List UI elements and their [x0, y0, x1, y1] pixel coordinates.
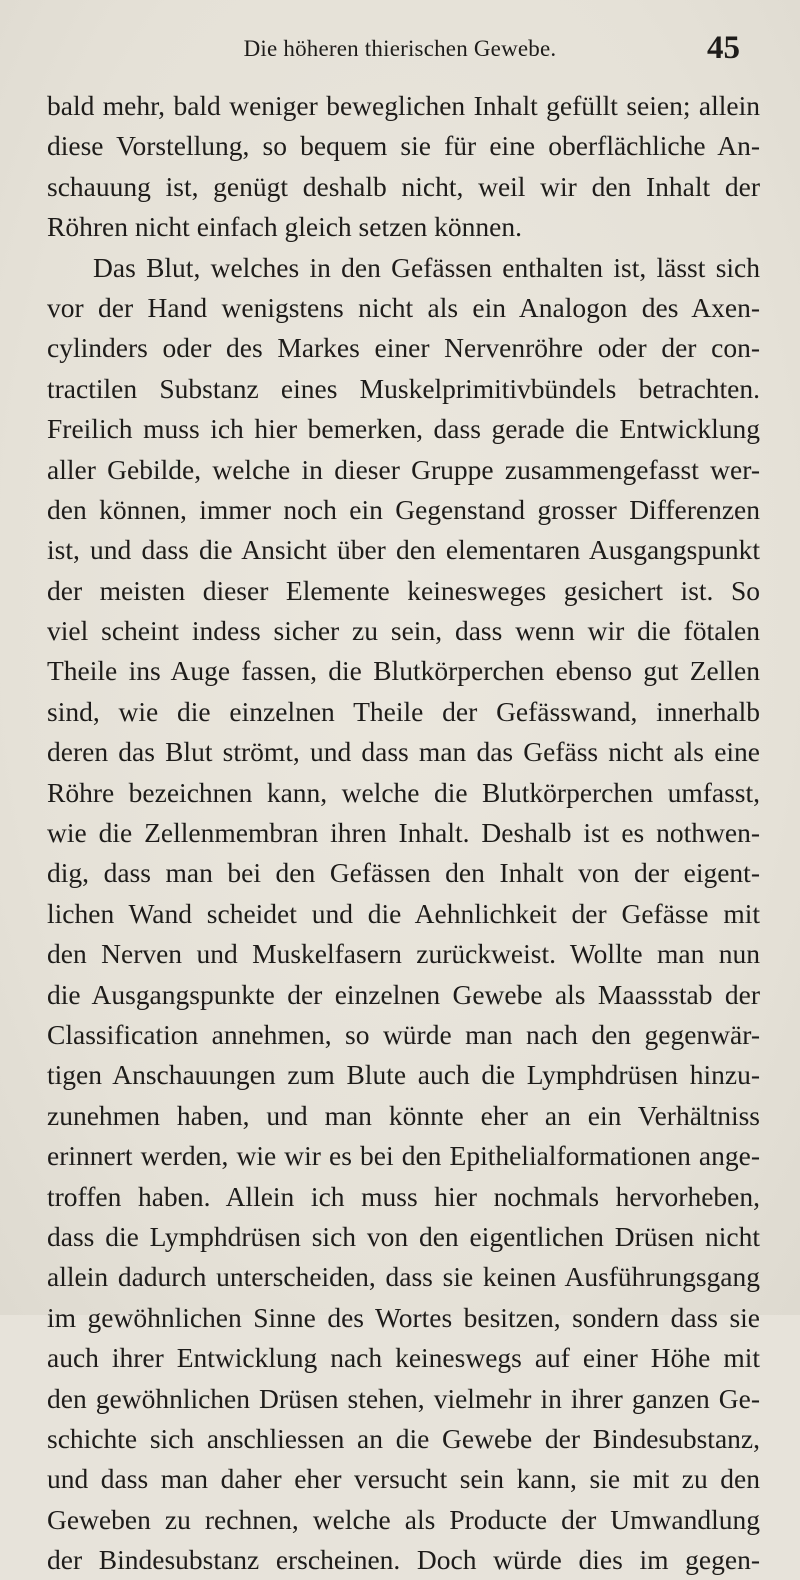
text-line: den Nerven und Muskelfasern zurückweist. Wollte man nun	[47, 938, 760, 970]
running-head	[0, 32, 800, 72]
text-line: schauung ist, genügt deshalb nicht, weil wir den Inhalt der	[47, 170, 760, 202]
text-line: den können, immer noch ein Gegenstand grosser Differenzen	[47, 493, 760, 525]
text-line: die Ausgangspunkte der einzelnen Gewebe als Maassstab der	[47, 978, 760, 1010]
text-line: bald mehr, bald weniger beweglichen Inhalt gefüllt seien; allein	[47, 90, 760, 121]
text-line: aller Gebilde, welche in dieser Gruppe zusammengefasst wer-	[47, 453, 760, 485]
running-title: Die höheren thierischen Gewebe.	[243, 36, 557, 61]
text-line: Theile ins Auge fassen, die Blutkörperchen ebenso gut Zellen	[47, 655, 760, 687]
text-line: der meisten dieser Elemente keinesweges gesichert ist. So	[47, 574, 760, 606]
text-line: dass die Lymphdrüsen sich von den eigentlichen Drüsen nicht	[47, 1220, 760, 1252]
paragraph-last-line: Röhren nicht einfach gleich setzen können.	[47, 211, 522, 243]
text-line: viel scheint indess sicher zu sein, dass wenn wir die fötalen	[47, 615, 760, 647]
page-number: 45	[707, 30, 740, 66]
text-line: cylinders oder des Markes einer Nervenröhre oder der con-	[47, 332, 760, 364]
text-line: diese Vorstellung, so bequem sie für eine oberflächliche An-	[47, 130, 760, 162]
paragraph-first-line: Das Blut, welches in den Gefässen enthalten ist, lässt sich	[93, 251, 760, 283]
text-line: ist, und dass die Ansicht über den elementaren Ausgangspunkt	[47, 534, 760, 566]
text-line: Röhre bezeichnen kann, welche die Blutkörperchen umfasst,	[47, 776, 760, 808]
text-line: und dass man daher eher versucht sein kann, sie mit zu den	[47, 1463, 760, 1495]
text-line: den gewöhnlichen Drüsen stehen, vielmehr in ihrer ganzen Ge-	[47, 1382, 760, 1414]
text-line: erinnert werden, wie wir es bei den Epithelialformationen ange-	[47, 1140, 760, 1172]
text-line: lichen Wand scheidet und die Aehnlichkeit der Gefässe mit	[47, 897, 760, 929]
text-line: wie die Zellenmembran ihren Inhalt. Deshalb ist es nothwen-	[47, 817, 760, 849]
text-line: schichte sich anschliessen an die Gewebe der Bindesubstanz,	[47, 1422, 760, 1454]
text-line: tractilen Substanz eines Muskelprimitivbündels betrachten.	[47, 372, 760, 404]
text-line: zunehmen haben, und man könnte eher an ein Verhältniss	[47, 1099, 760, 1131]
text-line: sind, wie die einzelnen Theile der Gefässwand, innerhalb	[47, 695, 760, 727]
text-line: tigen Anschauungen zum Blute auch die Lymphdrüsen hinzu-	[47, 1059, 760, 1091]
text-line: deren das Blut strömt, und dass man das Gefäss nicht als eine	[47, 736, 760, 768]
text-line: auch ihrer Entwicklung nach keineswegs auf einer Höhe mit	[47, 1342, 760, 1374]
text-line: im gewöhnlichen Sinne des Wortes besitzen, sondern dass sie	[47, 1301, 760, 1333]
text-line: der Bindesubstanz erscheinen. Doch würde dies im gegen-	[47, 1544, 760, 1576]
text-line: allein dadurch unterscheiden, dass sie keinen Ausführungsgang	[47, 1261, 760, 1293]
text-line: Freilich muss ich hier bemerken, dass gerade die Entwicklung	[47, 413, 760, 445]
text-line: Geweben zu rechnen, welche als Producte der Umwandlung	[47, 1503, 760, 1535]
text-line: dig, dass man bei den Gefässen den Inhalt von der eigent-	[47, 857, 760, 889]
body-text	[47, 86, 760, 1580]
text-line: Classification annehmen, so würde man nach den gegenwär-	[47, 1018, 760, 1050]
text-line: troffen haben. Allein ich muss hier nochmals hervorheben,	[47, 1180, 760, 1212]
text-line: vor der Hand wenigstens nicht als ein Analogon des Axen-	[47, 291, 760, 323]
